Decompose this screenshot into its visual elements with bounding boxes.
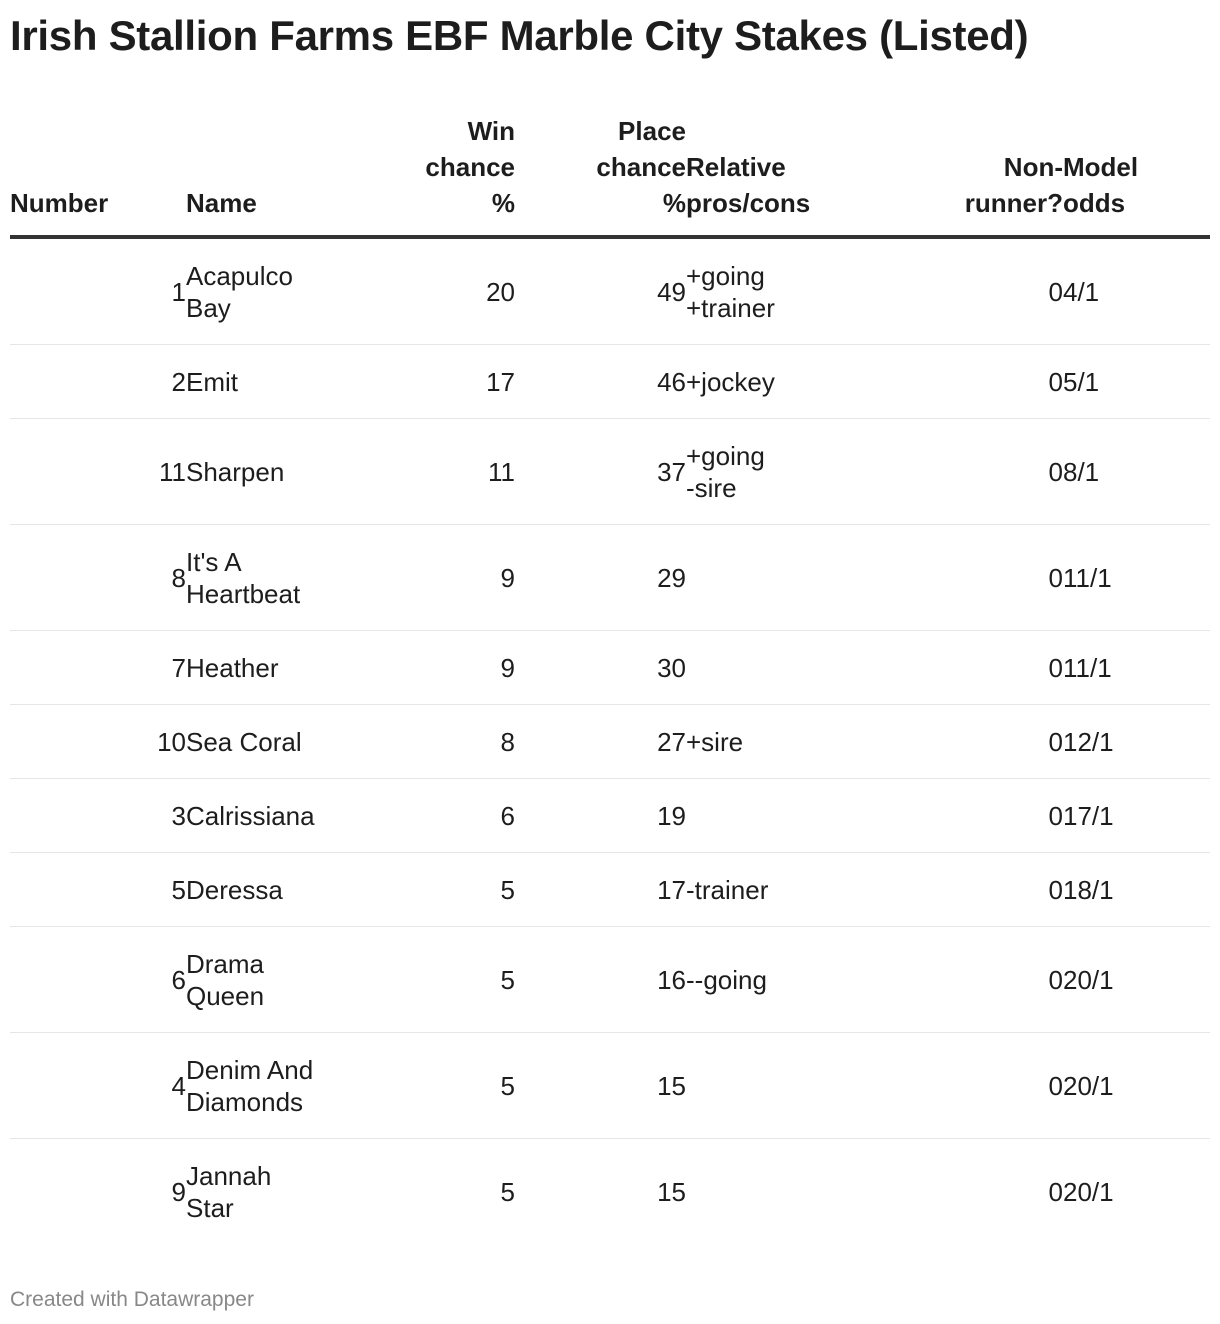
cell-win-chance-text: 9: [500, 562, 515, 593]
cell-model-odds: [1063, 853, 1210, 927]
cell-non-runner: [875, 345, 1063, 419]
cell-model-odds-text: 11/1: [1063, 562, 1112, 593]
cell-place-chance: [515, 779, 686, 853]
cell-win-chance: [356, 1033, 515, 1139]
cell-pros-cons: [686, 1139, 875, 1245]
cell-pros-cons: [686, 419, 875, 525]
results-table: [10, 113, 1210, 1244]
cell-place-chance: [515, 1033, 686, 1139]
cell-model-odds-text: 4/1: [1063, 276, 1100, 307]
chart-title: Irish Stallion Farms EBF Marble City Stakes (Listed): [10, 12, 1029, 59]
cell-model-odds: [1063, 525, 1210, 631]
cell-place-chance: [515, 1139, 686, 1245]
cell-number-text: 1: [171, 276, 186, 307]
cell-non-runner: [875, 1139, 1063, 1245]
cell-pros-cons-text: -trainer: [686, 874, 769, 905]
cell-number: [10, 419, 186, 525]
cell-win-chance-text: 5: [500, 874, 515, 905]
table-row: [10, 345, 1210, 419]
cell-model-odds: [1063, 1139, 1210, 1245]
cell-place-chance-text: 29: [657, 562, 686, 593]
cell-number-text: 2: [171, 366, 186, 397]
cell-win-chance: [356, 525, 515, 631]
cell-place-chance: [515, 853, 686, 927]
cell-number-text: 4: [171, 1070, 186, 1101]
cell-number: [10, 237, 186, 345]
cell-non-runner: [875, 779, 1063, 853]
cell-name-text: Sharpen: [186, 456, 285, 487]
cell-non-runner-text: 0: [1048, 562, 1063, 593]
header-non-runner: Non- runner?: [875, 113, 1063, 237]
cell-model-odds: [1063, 345, 1210, 419]
cell-model-odds: [1063, 927, 1210, 1033]
cell-model-odds-text: 12/1: [1063, 726, 1114, 757]
cell-win-chance: [356, 631, 515, 705]
cell-non-runner-text: 0: [1048, 726, 1063, 757]
cell-name: [186, 631, 356, 705]
cell-number-text: 11: [159, 456, 186, 487]
cell-place-chance-text: 15: [657, 1176, 686, 1207]
cell-win-chance-text: 6: [500, 800, 515, 831]
cell-pros-cons-text: +going +trainer: [686, 260, 775, 323]
cell-win-chance-text: 5: [500, 1176, 515, 1207]
cell-number-text: 3: [171, 800, 186, 831]
header-place-chance: Place chance %: [515, 113, 686, 237]
cell-place-chance-text: 46: [657, 366, 686, 397]
cell-number-text: 6: [171, 964, 186, 995]
cell-non-runner-text: 0: [1048, 1070, 1063, 1101]
cell-pros-cons: [686, 853, 875, 927]
table-row: [10, 705, 1210, 779]
cell-win-chance-text: 8: [500, 726, 515, 757]
cell-model-odds-text: 18/1: [1063, 874, 1114, 905]
cell-non-runner: [875, 705, 1063, 779]
cell-number: [10, 779, 186, 853]
cell-place-chance-text: 49: [657, 276, 686, 307]
header-pros-cons: Relative pros/cons: [686, 113, 875, 237]
cell-pros-cons: [686, 237, 875, 345]
cell-place-chance: [515, 631, 686, 705]
cell-non-runner-text: 0: [1048, 366, 1063, 397]
cell-win-chance: [356, 927, 515, 1033]
cell-name: [186, 419, 356, 525]
table-body: [10, 237, 1210, 1244]
cell-model-odds-text: 8/1: [1063, 456, 1100, 487]
cell-model-odds-text: 5/1: [1063, 366, 1100, 397]
cell-model-odds-text: 11/1: [1063, 652, 1112, 683]
cell-model-odds: [1063, 631, 1210, 705]
cell-non-runner-text: 0: [1048, 652, 1063, 683]
cell-number: [10, 927, 186, 1033]
cell-pros-cons-text: +jockey: [686, 366, 775, 397]
cell-pros-cons: [686, 631, 875, 705]
cell-win-chance-text: 5: [500, 964, 515, 995]
header-row: [10, 113, 1210, 237]
cell-pros-cons: [686, 345, 875, 419]
cell-model-odds-text: 20/1: [1063, 1176, 1114, 1207]
cell-place-chance: [515, 345, 686, 419]
table-row: [10, 419, 1210, 525]
cell-win-chance: [356, 705, 515, 779]
cell-name-text: Emit: [186, 366, 238, 397]
cell-non-runner-text: 0: [1048, 456, 1063, 487]
cell-non-runner: [875, 631, 1063, 705]
cell-name: [186, 1139, 356, 1245]
cell-name-text: Heather: [186, 652, 279, 683]
cell-pros-cons: [686, 779, 875, 853]
cell-name: [186, 525, 356, 631]
cell-number: [10, 345, 186, 419]
header-number: Number: [10, 113, 186, 237]
cell-win-chance-text: 17: [486, 366, 515, 397]
cell-win-chance-text: 20: [486, 276, 515, 307]
footer-credit: Created with Datawrapper: [10, 1288, 254, 1311]
table-row: [10, 927, 1210, 1033]
cell-pros-cons-text: +sire: [686, 726, 744, 757]
cell-non-runner-text: 0: [1048, 1176, 1063, 1207]
cell-win-chance: [356, 237, 515, 345]
cell-place-chance-text: 37: [657, 456, 686, 487]
cell-name-text: Calrissiana: [186, 800, 315, 831]
cell-place-chance-text: 15: [657, 1070, 686, 1101]
header-model-odds: Model odds: [1063, 113, 1210, 237]
cell-number-text: 9: [171, 1176, 186, 1207]
table-row: [10, 853, 1210, 927]
cell-model-odds: [1063, 779, 1210, 853]
cell-name-text: Sea Coral: [186, 726, 302, 757]
cell-win-chance: [356, 345, 515, 419]
cell-name-text: Denim And Diamonds: [186, 1054, 314, 1117]
cell-non-runner: [875, 853, 1063, 927]
cell-win-chance: [356, 779, 515, 853]
cell-win-chance: [356, 1139, 515, 1245]
cell-number-text: 7: [171, 652, 186, 683]
cell-place-chance-text: 17: [657, 874, 686, 905]
table-row: [10, 1033, 1210, 1139]
cell-non-runner-text: 0: [1048, 800, 1063, 831]
cell-place-chance: [515, 705, 686, 779]
cell-name-text: Jannah Star: [186, 1160, 272, 1223]
table-row: [10, 779, 1210, 853]
cell-win-chance: [356, 419, 515, 525]
cell-pros-cons: [686, 705, 875, 779]
cell-non-runner-text: 0: [1048, 964, 1063, 995]
cell-name: [186, 237, 356, 345]
cell-name-text: Drama Queen: [186, 948, 265, 1011]
cell-name: [186, 345, 356, 419]
cell-number: [10, 705, 186, 779]
cell-model-odds-text: 20/1: [1063, 1070, 1114, 1101]
cell-model-odds-text: 20/1: [1063, 964, 1114, 995]
cell-win-chance-text: 11: [488, 456, 515, 487]
table-row: [10, 631, 1210, 705]
table-row: [10, 1139, 1210, 1245]
cell-place-chance-text: 27: [657, 726, 686, 757]
cell-place-chance: [515, 419, 686, 525]
cell-non-runner: [875, 419, 1063, 525]
cell-non-runner: [875, 525, 1063, 631]
cell-non-runner-text: 0: [1048, 874, 1063, 905]
cell-win-chance: [356, 853, 515, 927]
cell-non-runner: [875, 237, 1063, 345]
cell-number-text: 10: [157, 726, 186, 757]
cell-non-runner: [875, 927, 1063, 1033]
cell-name: [186, 1033, 356, 1139]
cell-place-chance: [515, 525, 686, 631]
cell-name: [186, 927, 356, 1033]
table-row: [10, 237, 1210, 345]
cell-win-chance-text: 9: [500, 652, 515, 683]
cell-name-text: It's A Heartbeat: [186, 546, 301, 609]
cell-model-odds: [1063, 705, 1210, 779]
cell-number: [10, 1139, 186, 1245]
cell-model-odds: [1063, 419, 1210, 525]
cell-model-odds: [1063, 237, 1210, 345]
cell-name: [186, 779, 356, 853]
cell-model-odds: [1063, 1033, 1210, 1139]
cell-number: [10, 631, 186, 705]
cell-pros-cons-text: --going: [686, 964, 767, 995]
cell-model-odds-text: 17/1: [1063, 800, 1114, 831]
cell-number: [10, 853, 186, 927]
cell-number: [10, 1033, 186, 1139]
cell-pros-cons-text: +going -sire: [686, 440, 765, 503]
cell-win-chance-text: 5: [500, 1070, 515, 1101]
cell-number: [10, 525, 186, 631]
cell-name: [186, 705, 356, 779]
cell-place-chance-text: 19: [657, 800, 686, 831]
cell-place-chance-text: 16: [657, 964, 686, 995]
header-win-chance: Win chance %: [356, 113, 515, 237]
cell-name-text: Acapulco Bay: [186, 260, 293, 323]
cell-number-text: 8: [171, 562, 186, 593]
cell-name: [186, 853, 356, 927]
cell-pros-cons: [686, 1033, 875, 1139]
cell-non-runner-text: 0: [1048, 276, 1063, 307]
table-row: [10, 525, 1210, 631]
cell-place-chance: [515, 927, 686, 1033]
cell-pros-cons: [686, 927, 875, 1033]
cell-non-runner: [875, 1033, 1063, 1139]
cell-pros-cons: [686, 525, 875, 631]
cell-name-text: Deressa: [186, 874, 283, 905]
cell-place-chance-text: 30: [657, 652, 686, 683]
cell-number-text: 5: [171, 874, 186, 905]
cell-place-chance: [515, 237, 686, 345]
header-name: Name: [186, 113, 356, 237]
